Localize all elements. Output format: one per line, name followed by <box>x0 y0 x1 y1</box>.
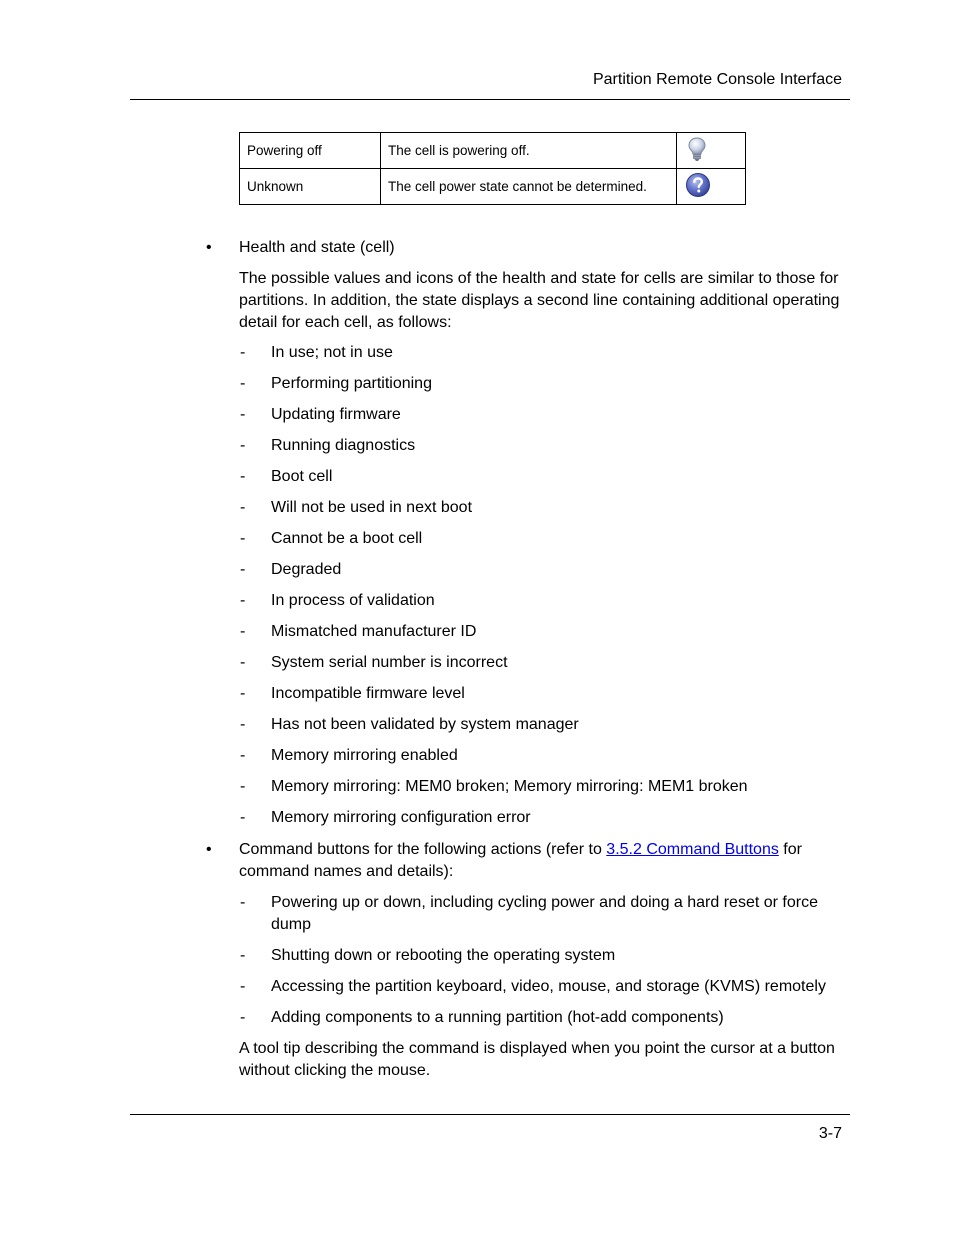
icon-cell <box>677 169 746 205</box>
state-cell: Unknown <box>240 169 381 205</box>
bullet-command-buttons <box>206 839 844 883</box>
dash-symbol: - <box>240 530 246 547</box>
list-item <box>240 776 846 798</box>
list-item-text: Cannot be a boot cell <box>271 530 423 547</box>
list-item <box>240 435 846 457</box>
dash-symbol: - <box>240 947 246 964</box>
list-item-text: In process of validation <box>271 592 435 609</box>
table-row <box>240 169 746 205</box>
dash-symbol: - <box>240 375 246 392</box>
list-item <box>240 497 846 519</box>
bullet-text: Health and state (cell) <box>239 239 395 256</box>
list-item <box>240 404 846 426</box>
list-item-text: Degraded <box>271 561 342 578</box>
list-item-text: Running diagnostics <box>271 437 416 454</box>
page-number: 3-7 <box>818 1125 842 1142</box>
list-item-text: Boot cell <box>271 468 333 485</box>
dash-symbol: - <box>240 654 246 671</box>
list-item-text: Memory mirroring configuration error <box>271 809 531 826</box>
list-item <box>240 807 846 829</box>
list-item-text: Will not be used in next boot <box>271 499 473 516</box>
question-icon <box>685 172 711 198</box>
lightbulb-icon <box>685 136 709 162</box>
dash-symbol: - <box>240 778 246 795</box>
dash-symbol: - <box>240 499 246 516</box>
list-item-text: Updating firmware <box>271 406 401 423</box>
dash-symbol: - <box>240 685 246 702</box>
list-item-text: Powering up or down, including cycling power and doing a hard reset or force dump <box>271 894 818 933</box>
list-item <box>240 652 846 674</box>
dash-symbol: - <box>240 1009 246 1026</box>
list-item-text: Has not been validated by system manager <box>271 716 579 733</box>
bullet-symbol: • <box>206 841 212 858</box>
list-item <box>240 342 846 364</box>
list-item <box>240 683 846 705</box>
bullet-health-state <box>206 237 844 259</box>
running-header: Partition Remote Console Interface <box>592 71 842 88</box>
bullet-text-before: Command buttons for the following actions (refer to <box>239 841 607 858</box>
bullet-text-after: for command names and details): <box>239 841 802 880</box>
list-item <box>240 892 846 936</box>
dash-symbol: - <box>240 747 246 764</box>
bullet-symbol: • <box>206 239 212 256</box>
dash-symbol: - <box>240 468 246 485</box>
dash-symbol: - <box>240 406 246 423</box>
list-item <box>240 466 846 488</box>
list-item <box>240 745 846 767</box>
tooltip-paragraph: A tool tip describing the command is displayed when you point the cursor at a button without clicking the mouse. <box>239 1040 835 1079</box>
list-item-text: Memory mirroring: MEM0 broken; Memory mirroring: MEM1 broken <box>271 778 748 795</box>
health-state-paragraph: The possible values and icons of the health and state for cells are similar to those for partitions. In addition, the state displays a second line containing additional operating detail for each cell, as follows: <box>239 270 840 331</box>
list-item <box>240 945 846 967</box>
header-rule <box>130 99 850 100</box>
list-item <box>240 714 846 736</box>
description-cell: The cell is powering off. <box>381 133 677 169</box>
dash-symbol: - <box>240 561 246 578</box>
power-state-table <box>239 132 746 205</box>
dash-symbol: - <box>240 437 246 454</box>
dash-symbol: - <box>240 344 246 361</box>
list-item <box>240 621 846 643</box>
table-row <box>240 133 746 169</box>
list-item-text: Mismatched manufacturer ID <box>271 623 477 640</box>
list-item-text: Adding components to a running partition (hot-add components) <box>271 1009 724 1026</box>
list-item <box>240 976 846 998</box>
list-item-text: Accessing the partition keyboard, video, mouse, and storage (KVMS) remotely <box>271 978 826 995</box>
description-cell: The cell power state cannot be determined. <box>381 169 677 205</box>
list-item-text: Memory mirroring enabled <box>271 747 458 764</box>
footer-rule <box>130 1114 850 1115</box>
list-item <box>240 528 846 550</box>
dash-symbol: - <box>240 894 246 911</box>
list-item-text: Incompatible firmware level <box>271 685 465 702</box>
icon-cell <box>677 133 746 169</box>
list-item-text: System serial number is incorrect <box>271 654 508 671</box>
dash-symbol: - <box>240 809 246 826</box>
list-item <box>240 373 846 395</box>
dash-symbol: - <box>240 592 246 609</box>
list-item-text: Shutting down or rebooting the operating system <box>271 947 616 964</box>
dash-symbol: - <box>240 716 246 733</box>
list-item-text: In use; not in use <box>271 344 393 361</box>
list-item-text: Performing partitioning <box>271 375 432 392</box>
list-item <box>240 1007 846 1029</box>
state-cell: Powering off <box>240 133 381 169</box>
list-item <box>240 590 846 612</box>
dash-symbol: - <box>240 623 246 640</box>
list-item <box>240 559 846 581</box>
dash-symbol: - <box>240 978 246 995</box>
command-buttons-link[interactable]: 3.5.2 Command Buttons <box>606 841 779 858</box>
